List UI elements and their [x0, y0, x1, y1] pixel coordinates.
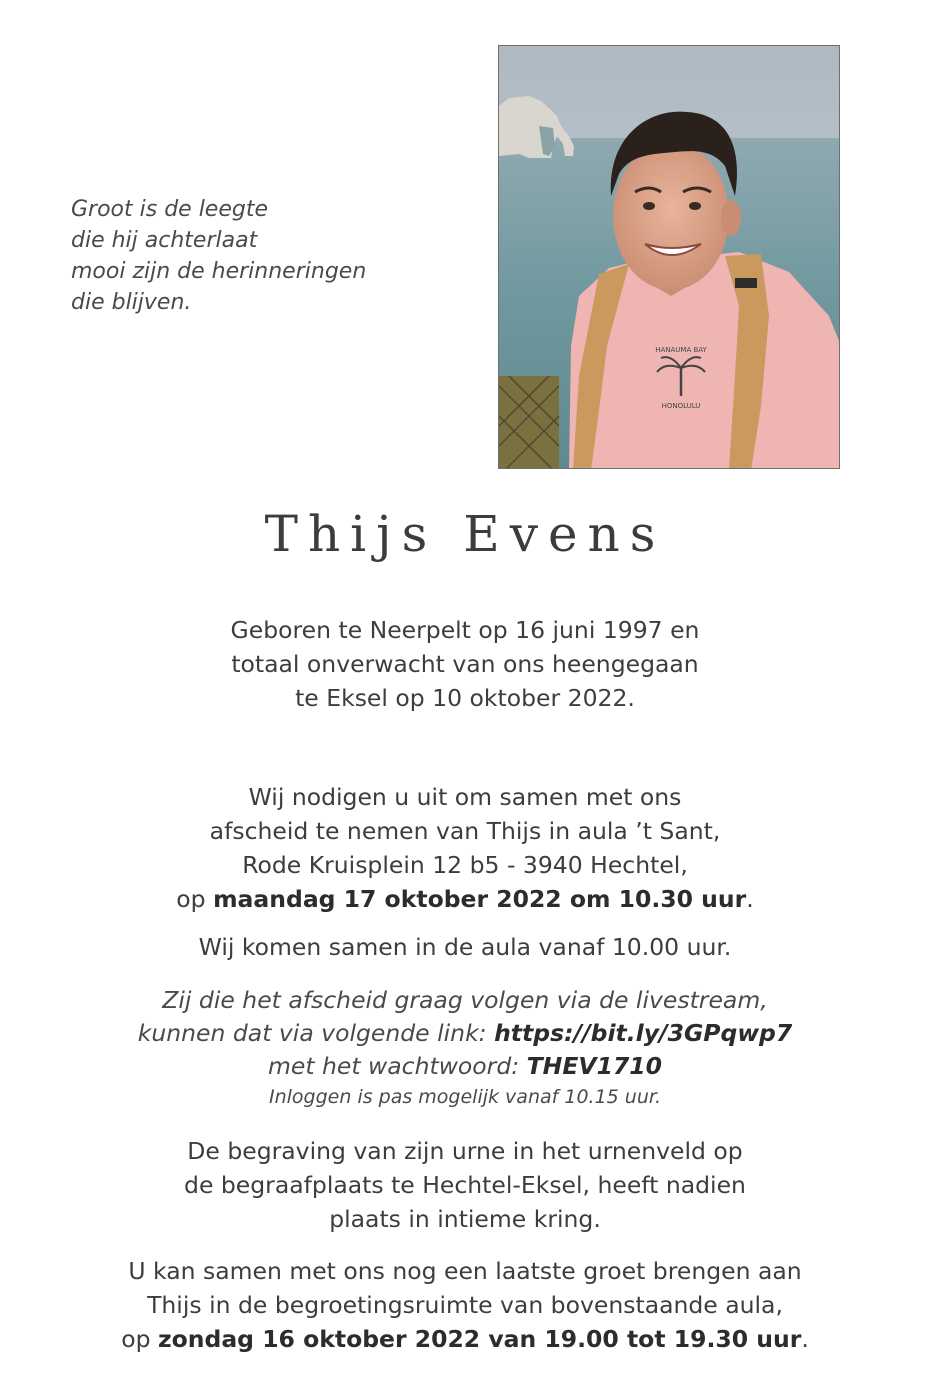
- text-line: U kan samen met ons nog een laatste groet brengen aan: [128, 1257, 802, 1285]
- gathering-time: [0, 930, 930, 964]
- birth-death-text: [0, 613, 930, 715]
- poem-line: Groot is de leegte: [71, 197, 269, 222]
- date-prefix: op: [176, 885, 214, 913]
- poem-line: mooi zijn de herinneringen: [71, 259, 367, 284]
- burial-info: [0, 1134, 930, 1236]
- poem-line: die blijven.: [71, 290, 192, 315]
- visitation-date-line: [0, 1322, 930, 1356]
- text-line: Wij komen samen in de aula vanaf 10.00 uur.: [198, 933, 732, 961]
- deceased-name: Thijs Evens: [264, 505, 666, 563]
- shirt-text-bottom: HONOLULU: [661, 402, 701, 410]
- date-prefix: op: [121, 1325, 158, 1353]
- date-suffix: .: [746, 885, 754, 913]
- livestream-info: [0, 984, 930, 1111]
- text-line: afscheid te nemen van Thijs in aula ’t Sant,: [209, 817, 721, 845]
- livestream-link[interactable]: https://bit.ly/3GPqwp7: [494, 1019, 793, 1047]
- text-line: plaats in intieme kring.: [329, 1205, 601, 1233]
- text-line: de begraafplaats te Hechtel-Eksel, heeft nadien: [184, 1171, 746, 1199]
- password-line: [0, 1050, 930, 1083]
- livestream-password: THEV1710: [526, 1052, 662, 1080]
- funeral-date-line: [0, 882, 930, 916]
- poem: [71, 194, 366, 318]
- text-line: totaal onverwacht van ons heengegaan: [231, 650, 699, 678]
- text-line: Rode Kruisplein 12 b5 - 3940 Hechtel,: [242, 851, 688, 879]
- text-line: Thijs in de begroetingsruimte van bovenstaande aula,: [147, 1291, 783, 1319]
- text-line: Zij die het afscheid graag volgen via de livestream,: [162, 986, 768, 1014]
- login-note: Inloggen is pas mogelijk vanaf 10.15 uur.: [269, 1086, 661, 1108]
- shirt-text-top: HANAUMA BAY: [655, 346, 707, 354]
- password-prefix: met het wachtwoord:: [267, 1052, 527, 1080]
- text-line: Wij nodigen u uit om samen met ons: [248, 783, 682, 811]
- text-line: te Eksel op 10 oktober 2022.: [295, 684, 635, 712]
- poem-line: die hij achterlaat: [71, 228, 258, 253]
- funeral-invitation: [0, 780, 930, 916]
- link-prefix: kunnen dat via volgende link:: [137, 1019, 495, 1047]
- visitation-info: [0, 1254, 930, 1356]
- portrait-illustration: [499, 46, 840, 469]
- text-line: Geboren te Neerpelt op 16 juni 1997 en: [230, 616, 700, 644]
- date-suffix: .: [801, 1325, 809, 1353]
- funeral-date: maandag 17 oktober 2022 om 10.30 uur: [213, 885, 747, 913]
- text-line: De begraving van zijn urne in het urnenveld op: [187, 1137, 743, 1165]
- livestream-link-line: [0, 1017, 930, 1050]
- visitation-date: zondag 16 oktober 2022 van 19.00 tot 19.30 uur: [157, 1325, 802, 1353]
- portrait-photo: [498, 45, 840, 469]
